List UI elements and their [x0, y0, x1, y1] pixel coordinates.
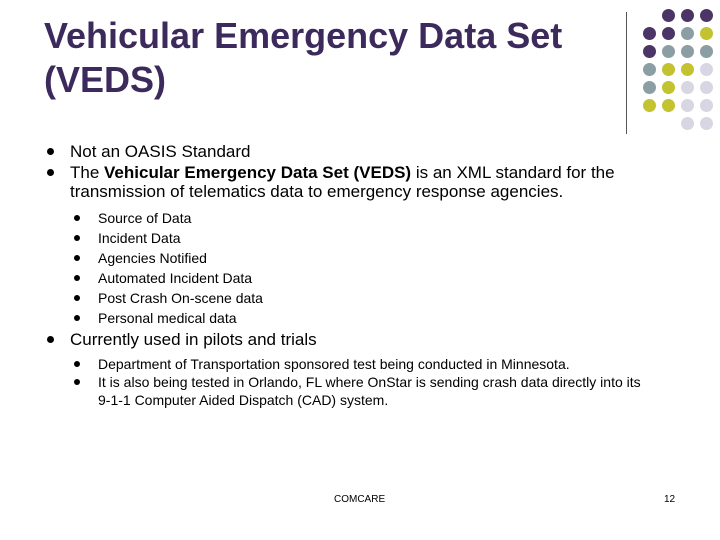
bullet-dot-icon — [74, 315, 80, 321]
footer-center-text: COMCARE — [334, 494, 386, 505]
bullet-dot-icon — [74, 295, 80, 301]
dot — [643, 99, 656, 112]
bullet-dot-icon — [47, 336, 54, 343]
dot — [662, 99, 675, 112]
dot — [662, 9, 675, 22]
bullet-dot-icon — [74, 235, 80, 241]
dot — [662, 81, 675, 94]
sub-bullet-item — [44, 268, 694, 288]
sub-bullet-item — [44, 228, 694, 248]
dot — [643, 81, 656, 94]
dot — [662, 27, 675, 40]
decorative-dot-grid — [638, 9, 718, 119]
bullet-text-bold: Vehicular Emergency Data Set (VEDS) — [104, 163, 412, 182]
bullet-dot-icon — [47, 148, 54, 155]
bullet-item — [44, 330, 694, 349]
sub-bullet-item — [44, 208, 694, 228]
dot — [700, 81, 713, 94]
sub-bullet-list — [44, 355, 694, 409]
bullet-dot-icon — [74, 361, 80, 367]
dot — [700, 45, 713, 58]
sub-bullet-text: Department of Transportation sponsored test being conducted in Minnesota. — [98, 356, 570, 372]
dot — [681, 81, 694, 94]
bullet-text: Not an OASIS Standard — [70, 142, 251, 161]
dot — [643, 45, 656, 58]
sub-bullet-text: Source of Data — [98, 210, 192, 226]
sub-bullet-text: Agencies Notified — [98, 250, 207, 266]
dot — [681, 99, 694, 112]
sub-bullet-text: Incident Data — [98, 230, 181, 246]
dot — [700, 27, 713, 40]
dot — [681, 117, 694, 130]
title-line-2: (VEDS) — [44, 59, 167, 100]
slide-title — [44, 14, 624, 102]
sub-bullet-item — [44, 248, 694, 268]
dot — [681, 63, 694, 76]
dot — [700, 9, 713, 22]
dot — [662, 63, 675, 76]
bullet-text-pre: The — [70, 163, 105, 182]
bullet-text-post: is an XML standard for the transmission of telematics data to emergency response agencies. — [70, 163, 615, 201]
bullet-text: Currently used in pilots and trials — [70, 330, 317, 349]
title-line-1: Vehicular Emergency Data Set — [44, 15, 563, 56]
dot — [643, 63, 656, 76]
bullet-dot-icon — [47, 169, 54, 176]
sub-bullet-text: Post Crash On-scene data — [98, 290, 263, 306]
sub-bullet-text: Personal medical data — [98, 310, 237, 326]
dot — [681, 45, 694, 58]
sub-bullet-list — [44, 208, 694, 328]
sub-bullet-text: Automated Incident Data — [98, 270, 253, 286]
dot — [662, 45, 675, 58]
slide-body — [44, 136, 694, 409]
sub-bullet-item — [44, 355, 694, 373]
bullet-dot-icon — [74, 275, 80, 281]
bullet-dot-icon — [74, 255, 80, 261]
sub-bullet-item — [44, 288, 694, 308]
dot — [681, 27, 694, 40]
dot — [643, 27, 656, 40]
sub-bullet-item — [44, 373, 694, 409]
bullet-dot-icon — [74, 215, 80, 221]
bullet-item — [44, 163, 694, 201]
dot — [700, 63, 713, 76]
dot — [700, 117, 713, 130]
page-number: 12 — [664, 494, 676, 505]
bullet-item — [44, 142, 694, 161]
sub-bullet-text: It is also being tested in Orlando, FL where OnStar is sending crash data directly into its 9-1-1 Computer Aided Dispatch (CAD) system. — [98, 374, 641, 408]
title-divider — [626, 12, 627, 134]
bullet-dot-icon — [74, 379, 80, 385]
sub-bullet-item — [44, 308, 694, 328]
dot — [700, 99, 713, 112]
dot — [681, 9, 694, 22]
